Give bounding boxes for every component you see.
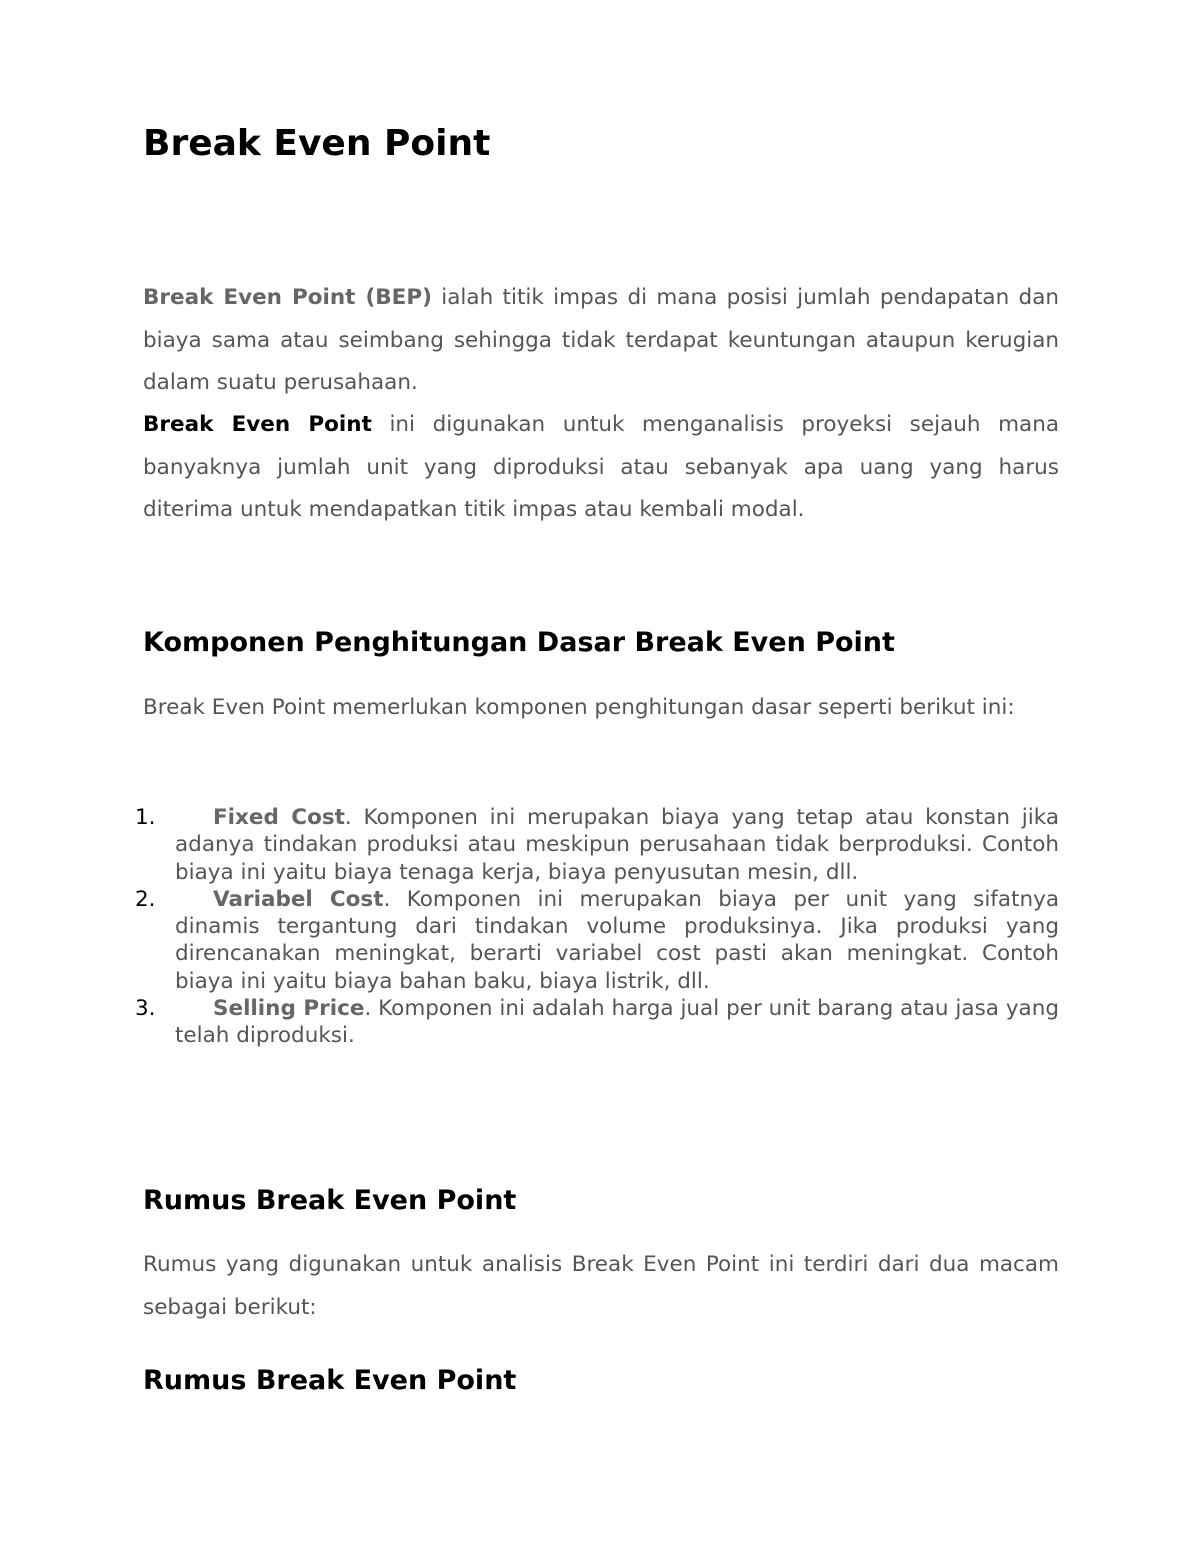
bep-term: Break Even Point (BEP): [143, 285, 432, 310]
section-subheading-formula: Rumus Break Even Point: [143, 1365, 517, 1396]
list-item-text: . Komponen ini merupakan biaya yang tetap atau konstan jika adanya tindakan produksi atau meskipun perusahaan tidak berproduksi. Contoh biaya ini yaitu biaya tenaga kerja, biaya penyusutan mesin, dll.: [175, 805, 1059, 885]
list-item-term: Variabel Cost: [213, 886, 384, 912]
list-item-term: Selling Price: [213, 996, 365, 1022]
list-item-text: . Komponen ini merupakan biaya per unit yang sifatnya dinamis tergantung dari tindakan volume produksinya. Jika produksi yang direncanakan meningkat, berarti variabel cost pasti akan meningkat. Contoh biaya ini yaitu biaya bahan baku, biaya listrik, dll.: [175, 886, 1060, 994]
list-item-number: 3.: [135, 996, 156, 1022]
list-item-term: Fixed Cost: [213, 805, 345, 830]
list-item: [135, 995, 1059, 1050]
bep-definition-text: ialah titik impas di mana posisi jumlah pendapatan dan biaya sama atau seimbang sehingga tidak terdapat keuntungan ataupun kerugian dalam suatu perusahaan.: [143, 285, 1060, 395]
bep-term-usage: Break Even Point: [143, 412, 372, 437]
intro-paragraph-bep-definition: [143, 277, 1059, 405]
list-item-text: . Komponen ini adalah harga jual per unit barang atau jasa yang telah diproduksi.: [175, 996, 1059, 1049]
section-heading-formula: Rumus Break Even Point: [143, 1185, 517, 1216]
list-item: [135, 804, 1059, 886]
bep-usage-text: ini digunakan untuk menganalisis proyeksi sejauh mana banyaknya jumlah unit yang diproduksi atau sebanyak apa uang yang harus diterima untuk mendapatkan titik impas atau kembali modal.: [143, 412, 1060, 522]
formula-lead-paragraph: Rumus yang digunakan untuk analisis Break Even Point ini terdiri dari dua macam sebagai berikut:: [143, 1252, 1059, 1320]
list-item-number: 1.: [135, 805, 156, 830]
components-list: [135, 804, 1060, 1050]
components-lead-paragraph: Break Even Point memerlukan komponen penghitungan dasar seperti berikut ini:: [143, 695, 1015, 720]
list-item: [135, 886, 1060, 995]
intro-paragraph-bep-usage: [143, 404, 1059, 532]
list-item-number: 2.: [135, 886, 156, 912]
section-heading-components: Komponen Penghitungan Dasar Break Even Point: [143, 627, 895, 658]
document-title: Break Even Point: [143, 123, 491, 164]
